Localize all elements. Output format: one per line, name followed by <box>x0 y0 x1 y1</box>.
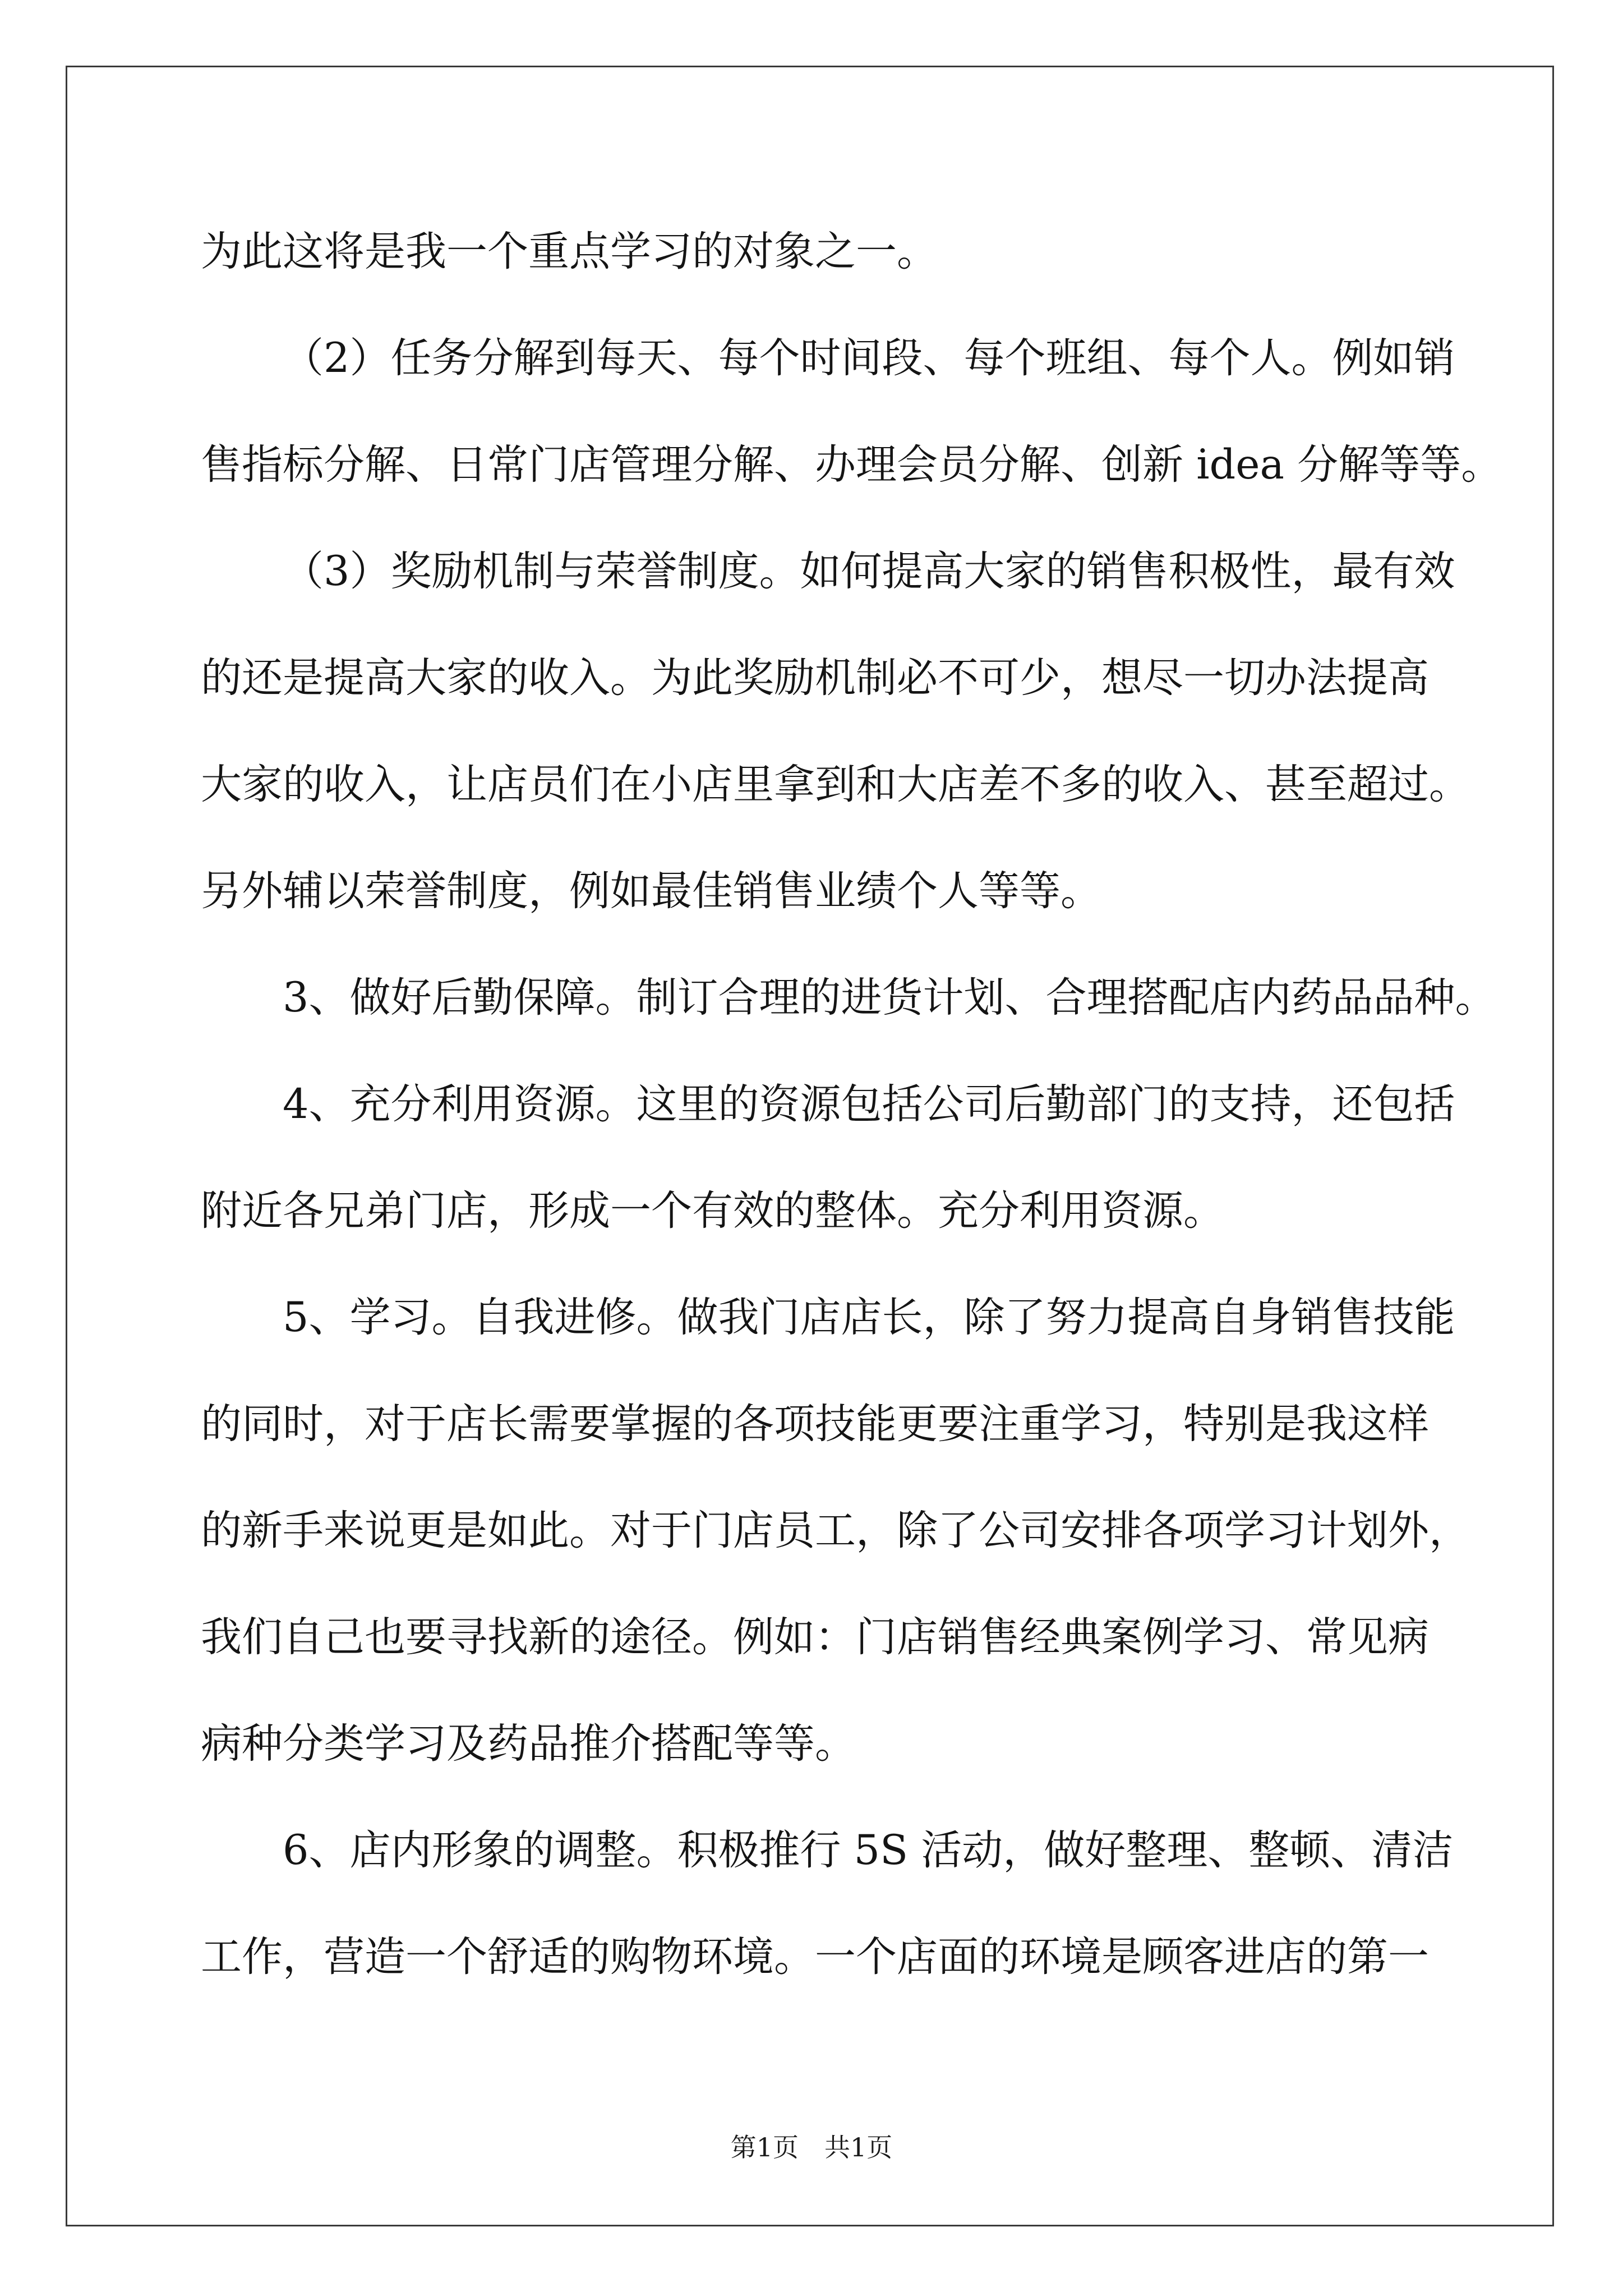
text-line: 5、学习。自我进修。做我门店店长，除了努力提高自身销售技能 <box>283 1294 1455 1341</box>
text-line: 另外辅以荣誉制度，例如最佳销售业绩个人等等。 <box>201 867 1101 915</box>
text-line: 附近各兄弟门店，形成一个有效的整体。充分利用资源。 <box>201 1187 1224 1235</box>
document-body <box>201 199 1536 2010</box>
text-line: 3、做好后勤保障。制订合理的进货计划、合理搭配店内药品品种。 <box>283 974 1496 1022</box>
text-line: （3）奖励机制与荣誉制度。如何提高大家的销售积极性，最有效 <box>283 547 1455 595</box>
text-line: 的新手来说更是如此。对于门店员工，除了公司安排各项学习计划外， <box>201 1507 1470 1554</box>
text-line: 6、店内形象的调整。积极推行 5S 活动，做好整理、整顿、清洁 <box>283 1826 1454 1874</box>
text-line: 大家的收入，让店员们在小店里拿到和大店差不多的收入、甚至超过。 <box>201 761 1470 808</box>
text-line: 售指标分解、日常门店管理分解、办理会员分解、创新 idea 分解等等。 <box>201 441 1502 489</box>
text-line: 的同时，对于店长需要掌握的各项技能更要注重学习，特别是我这样 <box>201 1400 1429 1448</box>
text-line: 我们自己也要寻找新的途径。例如：门店销售经典案例学习、常见病 <box>201 1613 1429 1661</box>
text-line: （2）任务分解到每天、每个时间段、每个班组、每个人。例如销 <box>283 334 1455 382</box>
text-line: 的还是提高大家的收入。为此奖励机制必不可少，想尽一切办法提高 <box>201 654 1429 702</box>
text-line: 病种分类学习及药品推介搭配等等。 <box>201 1720 856 1768</box>
page-footer-page-number: 第1页 共1页 <box>730 2132 893 2162</box>
text-line: 4、充分利用资源。这里的资源包括公司后勤部门的支持，还包括 <box>283 1080 1455 1128</box>
text-line: 工作，营造一个舒适的购物环境。一个店面的环境是顾客进店的第一 <box>201 1933 1429 1981</box>
text-line: 为此这将是我一个重点学习的对象之一。 <box>201 228 938 275</box>
